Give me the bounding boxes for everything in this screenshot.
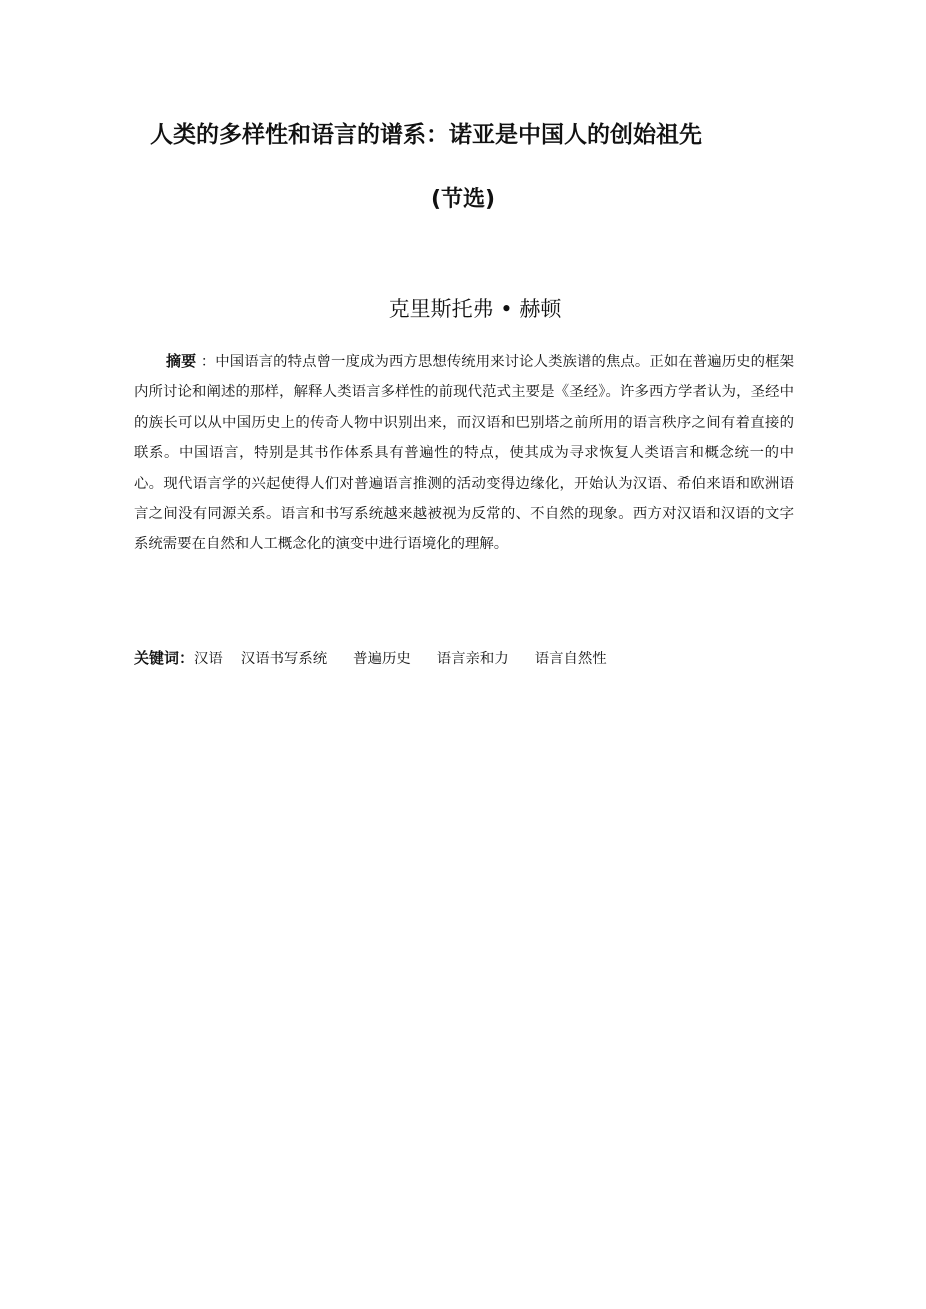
abstract-paragraph — [134, 346, 794, 560]
keyword-item: 语言自然性 — [534, 651, 607, 667]
keyword-item: 汉语 — [194, 651, 223, 667]
abstract-separator: ： — [196, 354, 216, 370]
keyword-item: 普遍历史 — [353, 651, 411, 667]
document-subtitle: (节选) — [430, 187, 496, 212]
keyword-item: 语言亲和力 — [436, 651, 509, 667]
keywords-label: 关键词： — [134, 649, 195, 667]
abstract-label: 摘要 — [166, 352, 197, 370]
abstract-text: 中国语言的特点曾一度成为西方思想传统用来讨论人类族谱的焦点。正如在普遍历史的框架内所讨论和阐述的那样，解释人类语言多样性的前现代范式主要是《圣经》。许多西方学者认为，圣经中的族长可以从中国历史上的传奇人物中识别出来，而汉语和巴别塔之前所用的语言秩序之间有着直接的联系。中国语言，特别是其书作体系具有普遍性的特点，使其成为寻求恢复人类语言和概念统一的中心。现代语言学的兴起使得人们对普遍语言推测的活动变得边缘化，开始认为汉语、希伯来语和欧洲语言之间没有同源关系。语言和书写系统越来越被视为反常的、不自然的现象。西方对汉语和汉语的文字系统需要在自然和人工概念化的演变中进行语境化的理解。 — [134, 354, 794, 553]
keywords-line — [134, 644, 794, 673]
author-name: 克里斯托弗 • 赫顿 — [388, 297, 562, 321]
document-title: 人类的多样性和语言的谱系：诺亚是中国人的创始祖先 — [150, 122, 702, 148]
keyword-item: 汉语书写系统 — [240, 651, 328, 667]
